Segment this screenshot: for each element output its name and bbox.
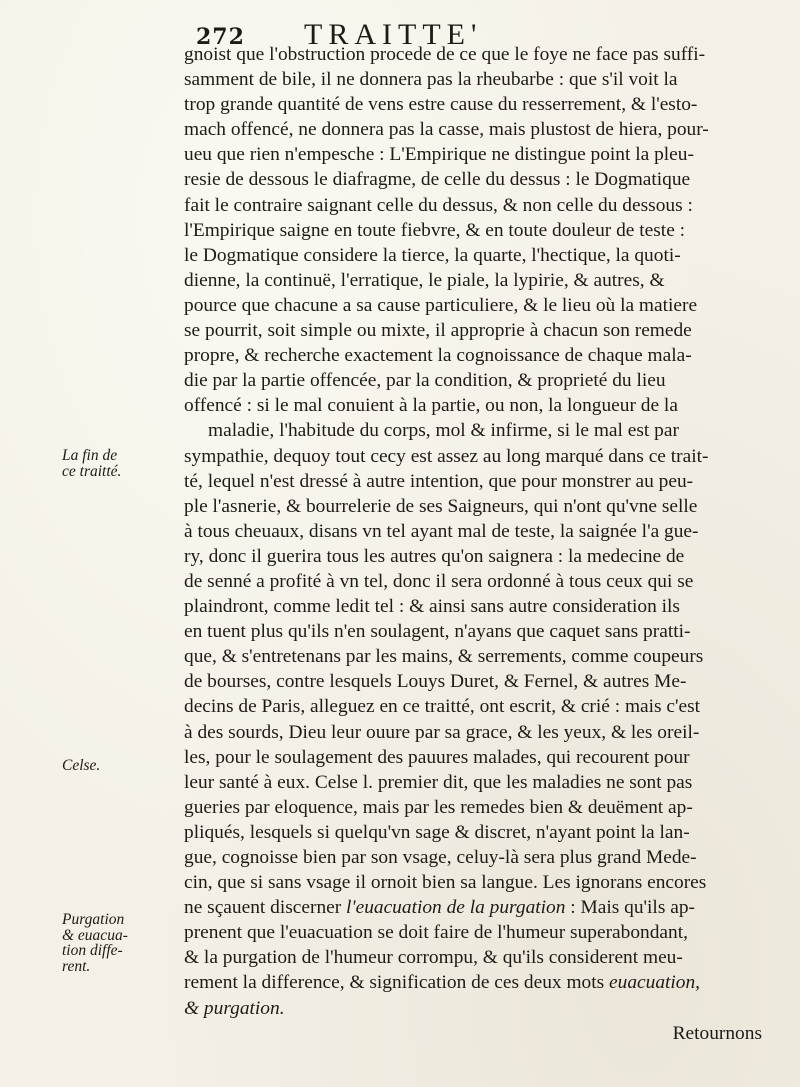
text-line [184,870,774,895]
text-segment: gueries par eloquence, mais par les remedes bien & deuëment ap- [184,796,693,818]
text-segment: pource que chacune a sa cause particuliere, & le lieu où la matiere [184,294,698,316]
text-line [184,795,774,820]
text-segment: sympathie, dequoy tout cecy est assez au long marqué dans ce trait- [184,445,709,467]
text-segment: l'Empirique saigne en toute fiebvre, & en toute douleur de teste : [184,219,686,241]
margin-note-purgation [62,912,184,974]
italic-text: & purgation. [184,997,285,1019]
text-segment: mach offencé, ne donnera pas la casse, mais plustost de hiera, pour- [184,119,709,141]
text-segment: té, lequel n'est dressé à autre intention, que pour monstrer au peu- [184,470,694,492]
text-line [184,920,774,945]
text-line [184,142,774,167]
text-segment: leur santé à eux. Celse l. premier dit, que les maladies ne sont pas [184,771,693,793]
text-line [184,368,774,393]
text-line [184,92,774,117]
text-segment: Retournons [672,1022,762,1044]
text-segment: en tuent plus qu'ils n'en soulagent, n'ayans que caquet sans pratti- [184,621,691,643]
page-number: 272 [196,24,245,50]
text-line [184,494,774,519]
italic-text: l'euacuation de la purgation [346,897,566,919]
text-line [184,293,774,318]
text-line [184,569,774,594]
text-segment: cin, que si sans vsage il ornoit bien sa langue. Les ignorans encores [184,872,707,894]
margin-note-fin-traitte [62,448,184,479]
margin-note-line: Purgation [62,911,125,928]
text-segment: decins de Paris, alleguez en ce traitté, ont escrit, & crié : mais c'est [184,696,701,718]
text-segment: plaindront, comme ledit tel : & ainsi sans autre consideration ils [184,596,680,618]
text-line [184,1021,774,1046]
margin-note-line: Celse. [62,757,101,774]
margin-note-line: ce traitté. [62,462,122,480]
text-line [184,745,774,770]
text-line [184,167,774,192]
text-segment: & la purgation de l'humeur corrompu, & qu'ils considerent meu- [184,947,683,969]
text-line [184,594,774,619]
running-title: TRAITTE' [304,18,483,51]
text-segment: prenent que l'euacuation se doit faire de l'humeur superabondant, [184,922,688,944]
text-line [184,996,774,1021]
text-line [184,444,774,469]
text-segment: gue, cognoisse bien par son vsage, celuy-là sera plus grand Mede- [184,847,697,868]
text-line [184,694,774,719]
text-line [184,544,774,569]
text-segment: ple l'asnerie, & bourrelerie de ses Saigneurs, qui n'ont qu'vne selle [184,495,698,517]
text-line [184,243,774,268]
text-segment: offencé : si le mal conuient à la partie, ou non, la longueur de la [184,395,678,417]
text-line [184,644,774,669]
text-line [184,469,774,494]
text-segment: samment de bile, il ne donnera pas la rheubarbe : que s'il voit la [184,69,678,91]
text-line [184,720,774,745]
text-segment: ne sçauent discerner [184,897,347,919]
text-segment: à tous cheuaux, disans vn tel ayant mal de teste, la saignée l'a gue- [184,520,699,542]
text-line [184,820,774,845]
text-line [184,393,774,418]
margin-note-line: & euacua- [62,926,128,944]
text-line [184,770,774,795]
margin-note-line: rent. [62,957,91,975]
text-segment: pliqués, lesquels si quelqu'vn sage & discret, n'ayant point la lan- [184,821,690,843]
text-line [184,67,774,92]
text-segment: que, & s'entretenans par les mains, & serrements, comme coupeurs [184,646,704,668]
text-segment: gnoist que l'obstruction procede de ce que le foye ne face pas suffi- [184,44,706,65]
text-segment: le Dogmatique considere la tierce, la quarte, l'hectique, la quoti- [184,244,681,266]
text-line [184,218,774,243]
text-line [184,669,774,694]
text-line [184,42,774,67]
text-line [184,318,774,343]
text-segment: ry, donc il guerira tous les autres qu'on saignera : la medecine de [184,545,685,567]
text-segment: propre, & recherche exactement la cognoissance de chaque mala- [184,345,692,367]
body-text [184,42,774,1046]
text-segment: de senné a profité à vn tel, donc il sera ordonné à tous ceux qui se [184,570,694,592]
text-segment: : Mais qu'ils ap- [565,897,695,919]
text-segment: rement la difference, & signification de ces deux mots [184,972,610,994]
text-line [184,343,774,368]
text-line [184,519,774,544]
margin-note-line: La fin de [62,447,118,464]
text-segment: de bourses, contre lesquels Louys Duret, & Fernel, & autres Me- [184,671,687,693]
text-line [184,117,774,142]
text-segment: les, pour le soulagement des pauures malades, qui recourent pour [184,746,690,768]
text-segment: fait le contraire saignant celle du dessus, & non celle du dessous : [184,194,693,216]
text-segment: maladie, l'habitude du corps, mol & infirme, si le mal est par [208,420,679,442]
text-line [184,970,774,995]
margin-note-celse [62,758,184,774]
text-segment: se pourrit, soit simple ou mixte, il approprie à chacun son remede [184,320,692,342]
text-segment: ueu que rien n'empesche : L'Empirique ne distingue point la pleu- [184,144,694,166]
text-line [184,619,774,644]
text-line [184,895,774,920]
text-segment: dienne, la continuë, l'erratique, le piale, la lypirie, & autres, & [184,269,665,291]
text-line [184,945,774,970]
text-line [184,268,774,293]
text-segment: die par la partie offencée, par la condition, & proprieté du lieu [184,370,666,392]
text-line [184,845,774,870]
italic-text: euacuation, [609,972,701,994]
text-segment: à des sourds, Dieu leur ouure par sa grace, & les yeux, & les oreil- [184,721,700,743]
text-line [184,193,774,218]
margin-note-line: tion diffe- [62,942,123,959]
text-segment: resie de dessous le diafragme, de celle du dessus : le Dogmatique [184,169,691,191]
text-segment: trop grande quantité de vens estre cause du resserrement, & l'esto- [184,94,698,116]
text-line [184,418,774,443]
